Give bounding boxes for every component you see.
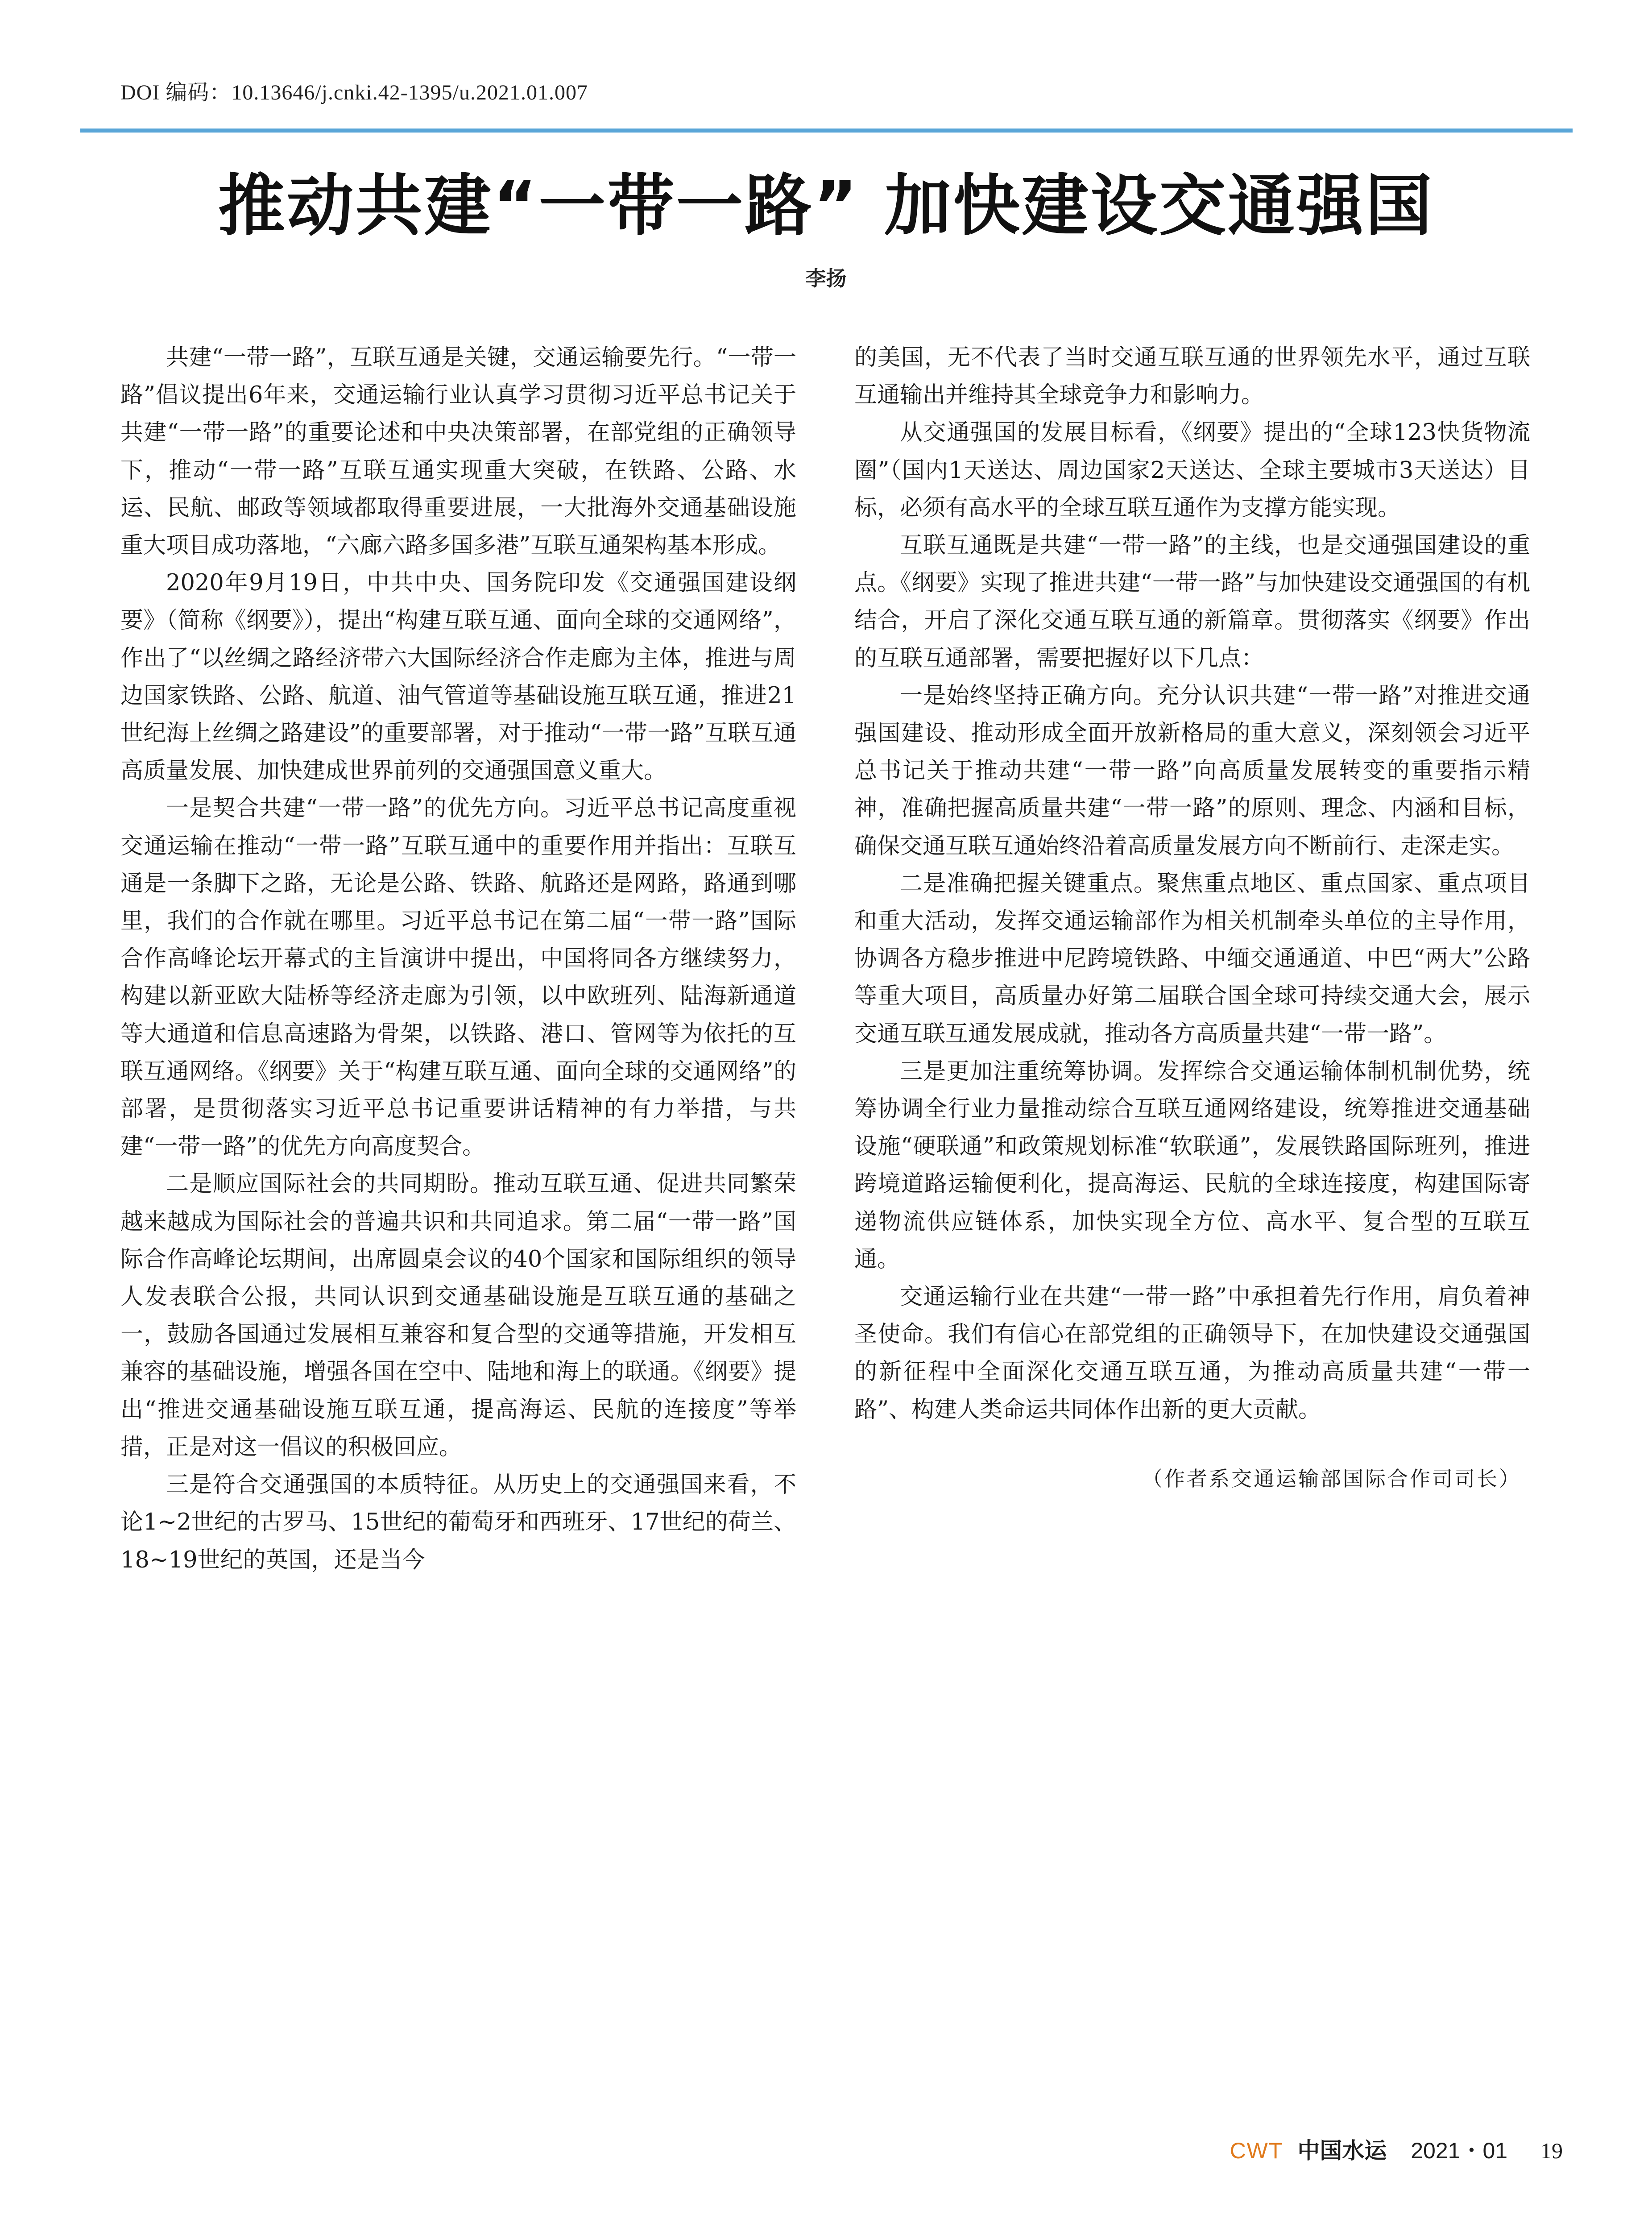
page-number: 19 bbox=[1540, 2138, 1563, 2163]
paragraph-continued: 的美国，无不代表了当时交通互联互通的世界领先水平，通过互联互通输出并维持其全球竞争力和影响力。 bbox=[854, 344, 1530, 409]
paragraph: 一是契合共建“一带一路”的优先方向。习近平总书记高度重视交通运输在推动“一带一路”互联互通中的重要作用并指出：互联互通是一条脚下之路，无论是公路、铁路、航路还是网路，路通到哪里，我们的合作就在哪里。习近平总书记在第二届“一带一路”国际合作高峰论坛开幕式的主旨演讲中提出，中国将同各方继续努力， 构建以新亚欧大陆桥等经济走廊为引领，以中欧班列、陆海新通道等大通道和信息高速路为骨架，以铁路、港口、管网等为依托的互联互通网络。《纲要》关于“构建互联互通、面向全球的交通网络”的部署，是贯彻落实习近平总书记重要讲话精神的有力举措，与共建“一带一路”的优先方向高度契合。 bbox=[120, 795, 796, 1160]
paragraph: 二是准确把握关键重点。聚焦重点地区、重点国家、重点项目和重大活动，发挥交通运输部作为相关机制牵头单位的主导作用，协调各方稳步推进中尼跨境铁路、中缅交通通道、中巴“两大”公路等重大项目，高质量办好第二届联合国全球可持续交通大会，展示交通互联互通发展成就，推动各方高质量共建“一带一路”。 bbox=[854, 870, 1530, 1047]
author-byline: （作者系交通运输部国际合作司司长） bbox=[1142, 1466, 1521, 1491]
paragraph: 从交通强国的发展目标看，《纲要》提出的“全球123快货物流圈”（国内1天送达、周边国家2天送达、全球主要城市3天送达）目标，必须有高水平的全球互联互通作为支撑方能实现。 bbox=[854, 419, 1530, 521]
page-footer bbox=[1230, 2133, 1563, 2165]
issue-number: 2021・01 bbox=[1411, 2138, 1508, 2163]
paragraph: 2020年9月19日，中共中央、国务院印发《交通强国建设纲要》（简称《纲要》），提出“构建互联互通、面向全球的交通网络”，作出了“以丝绸之路经济带六大国际经济合作走廊为主体，推进与周边国家铁路、公路、航道、油气管道等基础设施互联互通，推进21世纪海上丝绸之路建设”的重要部署，对于推动“一带一路”互联互通高质量发展、加快建成世界前列的交通强国意义重大。 bbox=[120, 570, 796, 784]
header-rule bbox=[80, 129, 1573, 133]
paragraph: 三是符合交通强国的本质特征。从历史上的交通强国来看，不论1~2世纪的古罗马、15世纪的葡萄牙和西班牙、17世纪的荷兰、18~19世纪的英国，还是当今 bbox=[120, 1472, 796, 1573]
paragraph: 共建“一带一路”，互联互通是关键，交通运输要先行。“一带一路”倡议提出6年来，交通运输行业认真学习贯彻习近平总书记关于共建“一带一路”的重要论述和中央决策部署，在部党组的正确领导下，推动“一带一路”互联互通实现重大突破，在铁路、公路、水运、民航、邮政等领域都取得重要进展，一大批海外交通基础设施重大项目成功落地，“六廊六路多国多港”互联互通架构基本形成。 bbox=[120, 344, 796, 559]
doi-header: DOI 编码：10.13646/j.cnki.42-1395/u.2021.01.007 bbox=[120, 81, 588, 104]
article-author: 李扬 bbox=[805, 266, 847, 290]
article-title: 推动共建“一带一路” 加快建设交通强国 bbox=[218, 167, 1434, 245]
paragraph: 交通运输行业在共建“一带一路”中承担着先行作用，肩负着神圣使命。我们有信心在部党组的正确领导下，在加快建设交通强国的新征程中全面深化交通互联互通，为推动高质量共建“一带一路”、构建人类命运共同体作出新的更大贡献。 bbox=[854, 1284, 1530, 1423]
paragraph: 互联互通既是共建“一带一路”的主线，也是交通强国建设的重点。《纲要》实现了推进共建“一带一路”与加快建设交通强国的有机结合，开启了深化交通互联互通的新篇章。贯彻落实《纲要》作出的互联互通部署，需要把握好以下几点： bbox=[854, 532, 1530, 672]
magazine-name: 中国水运 bbox=[1297, 2138, 1387, 2164]
left-column bbox=[120, 339, 796, 1579]
brand-logo: CWT bbox=[1230, 2138, 1284, 2163]
paragraph: 三是更加注重统筹协调。发挥综合交通运输体制机制优势，统筹协调全行业力量推动综合互联互通网络建设，统筹推进交通基础设施“硬联通”和政策规划标准“软联通”，发展铁路国际班列，推进跨境道路运输便利化，提高海运、民航的全球连接度，构建国际寄递物流供应链体系，加快实现全方位、高水平、复合型的互联互通。 bbox=[854, 1058, 1530, 1273]
paragraph: 二是顺应国际社会的共同期盼。推动互联互通、促进共同繁荣越来越成为国际社会的普遍共识和共同追求。第二届“一带一路”国际合作高峰论坛期间，出席圆桌会议的40个国家和国际组织的领导人发表联合公报，共同认识到交通基础设施是互联互通的基础之一，鼓励各国通过发展相互兼容和复合型的交通等措施，开发相互兼容的基础设施，增强各国在空中、陆地和海上的联通。《纲要》提出“推进交通基础设施互联互通，提高海运、民航的连接度”等举措，正是对这一倡议的积极回应。 bbox=[120, 1171, 796, 1460]
right-column bbox=[854, 339, 1530, 1497]
paragraph: 一是始终坚持正确方向。充分认识共建“一带一路”对推进交通强国建设、推动形成全面开放新格局的重大意义，深刻领会习近平总书记关于推动共建“一带一路”向高质量发展转变的重要指示精神，准确把握高质量共建“一带一路”的原则、理念、内涵和目标，确保交通互联互通始终沿着高质量发展方向不断前行、走深走实。 bbox=[854, 682, 1530, 859]
